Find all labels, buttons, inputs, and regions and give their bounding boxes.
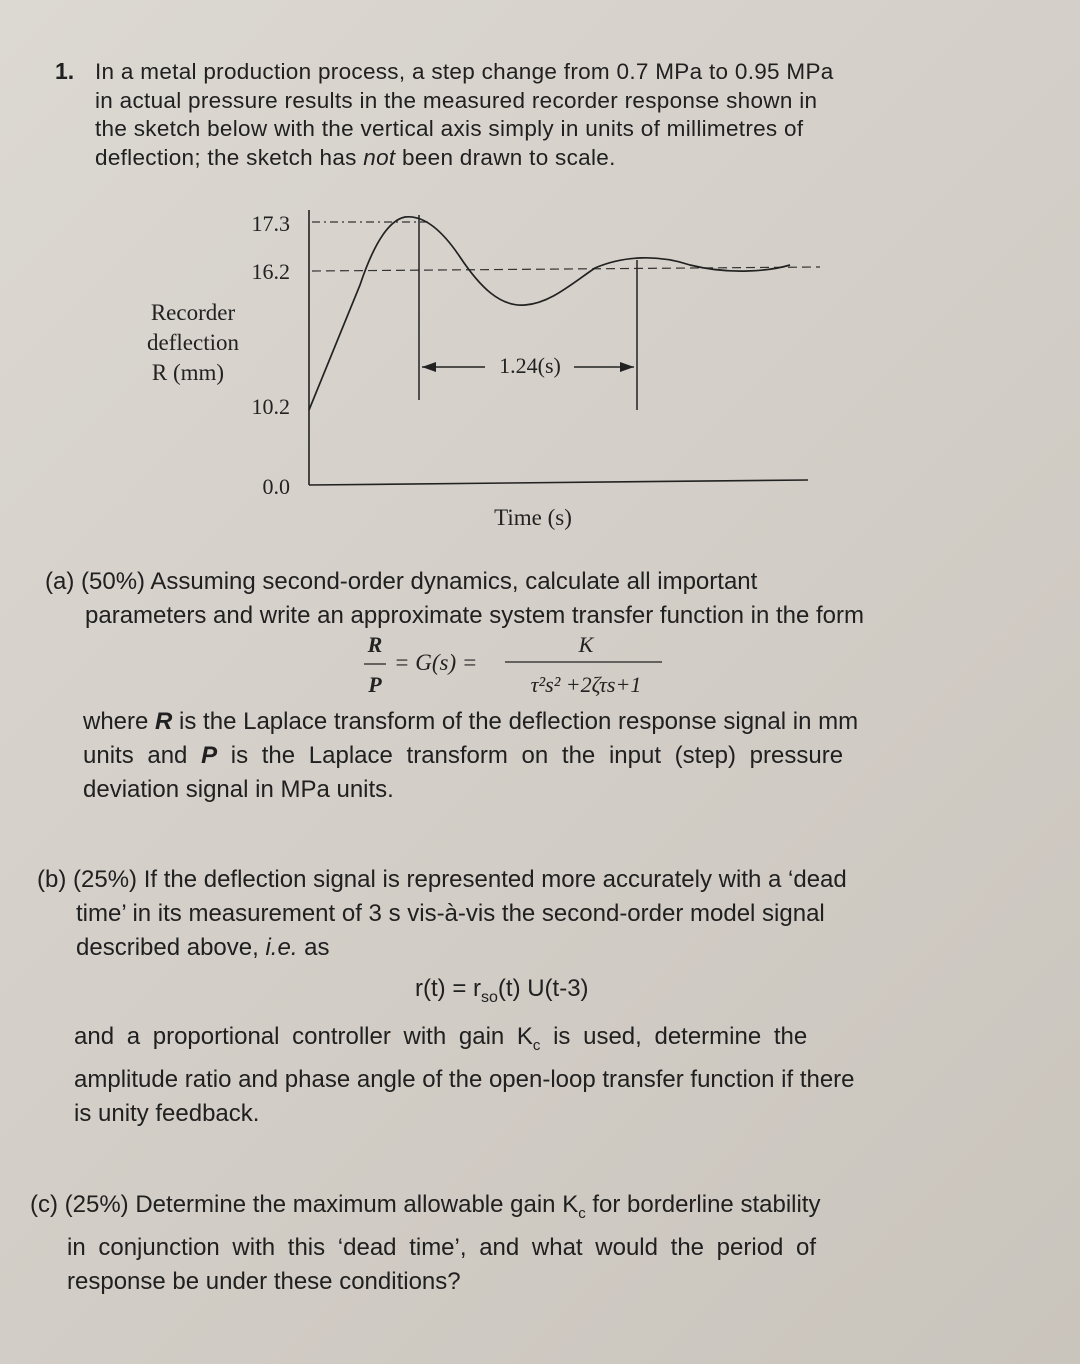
y-axis-label: R (mm): [151, 360, 225, 385]
part-a-where: [83, 705, 995, 807]
part-b-line: amplitude ratio and phase angle of the open-loop transfer function if there: [74, 1065, 855, 1093]
x-axis-label: Time (s): [494, 505, 572, 530]
intro-line: deflection; the sketch has not been drawn to scale.: [95, 144, 616, 170]
where-line: where R is the Laplace transform of the deflection response signal in mm: [83, 708, 859, 735]
part-a-line: (a) (50%) Assuming second-order dynamics, calculate all important: [45, 568, 758, 595]
part-b-line: is unity feedback.: [74, 1099, 260, 1127]
y-tick-label: 17.3: [251, 211, 290, 236]
symbol-p: P: [201, 742, 218, 769]
part-a-line: parameters and write an approximate system transfer function in the form: [85, 602, 865, 629]
y-tick-label: 10.2: [251, 394, 290, 419]
response-curve: [309, 217, 790, 410]
question-intro: [95, 58, 957, 172]
part-c-line: in conjunction with this ‘dead time’, and what would the period of: [67, 1233, 817, 1261]
intro-line: In a metal production process, a step change from 0.7 MPa to 0.95 MPa: [95, 59, 834, 84]
dead-time-equation: $r(t) = r_{so}(t)$ U(t-3): [415, 975, 589, 1006]
part-b-line: time’ in its measurement of 3 s vis-à-vis the second-order model signal: [76, 900, 825, 927]
period-arrow-right-head: [620, 362, 634, 372]
part-b-continued: [74, 1020, 1014, 1131]
where-line: deviation signal in MPa units.: [83, 776, 394, 803]
y-axis-label: Recorder: [150, 300, 236, 325]
part-a: [45, 565, 995, 633]
intro-line: in actual pressure results in the measured recorder response shown in: [95, 87, 818, 113]
response-chart: [130, 195, 830, 540]
eq-numerator-r: R: [367, 632, 383, 657]
part-b-line: described above, i.e. as: [76, 934, 330, 961]
part-b: [37, 863, 1007, 965]
part-c: [30, 1188, 1030, 1299]
period-arrow-left-head: [422, 362, 436, 372]
intro-line: the sketch below with the vertical axis simply in units of millimetres of: [95, 116, 804, 141]
y-axis-label: deflection: [147, 330, 239, 355]
emphasis-not: not: [363, 144, 396, 170]
where-line: units and P is the Laplace transform on the input (step) pressure: [83, 742, 844, 769]
eq-g-of-s: = G(s) =: [394, 650, 478, 675]
eq-denominator-p: P: [368, 672, 382, 697]
eq-denominator-poly: τ²s² +2ζτs+1: [530, 672, 642, 697]
part-b-line: and a proportional controller with gain $K_c$ is used, determine the: [74, 1023, 808, 1054]
part-c-line: (c) (25%) Determine the maximum allowable gain $K_c$ for borderline stability: [30, 1191, 821, 1222]
transfer-function-equation: [350, 630, 680, 700]
part-b-line: (b) (25%) If the deflection signal is represented more accurately with a ‘dead: [37, 866, 847, 893]
x-axis: [309, 480, 808, 485]
part-c-line: response be under these conditions?: [67, 1267, 461, 1295]
y-tick-label: 16.2: [251, 259, 290, 284]
eq-gain-k: K: [578, 632, 594, 657]
question-number: 1.: [55, 58, 75, 84]
symbol-r: R: [155, 708, 173, 735]
period-annotation: 1.24(s): [499, 353, 561, 378]
y-tick-label: 0.0: [262, 474, 290, 499]
